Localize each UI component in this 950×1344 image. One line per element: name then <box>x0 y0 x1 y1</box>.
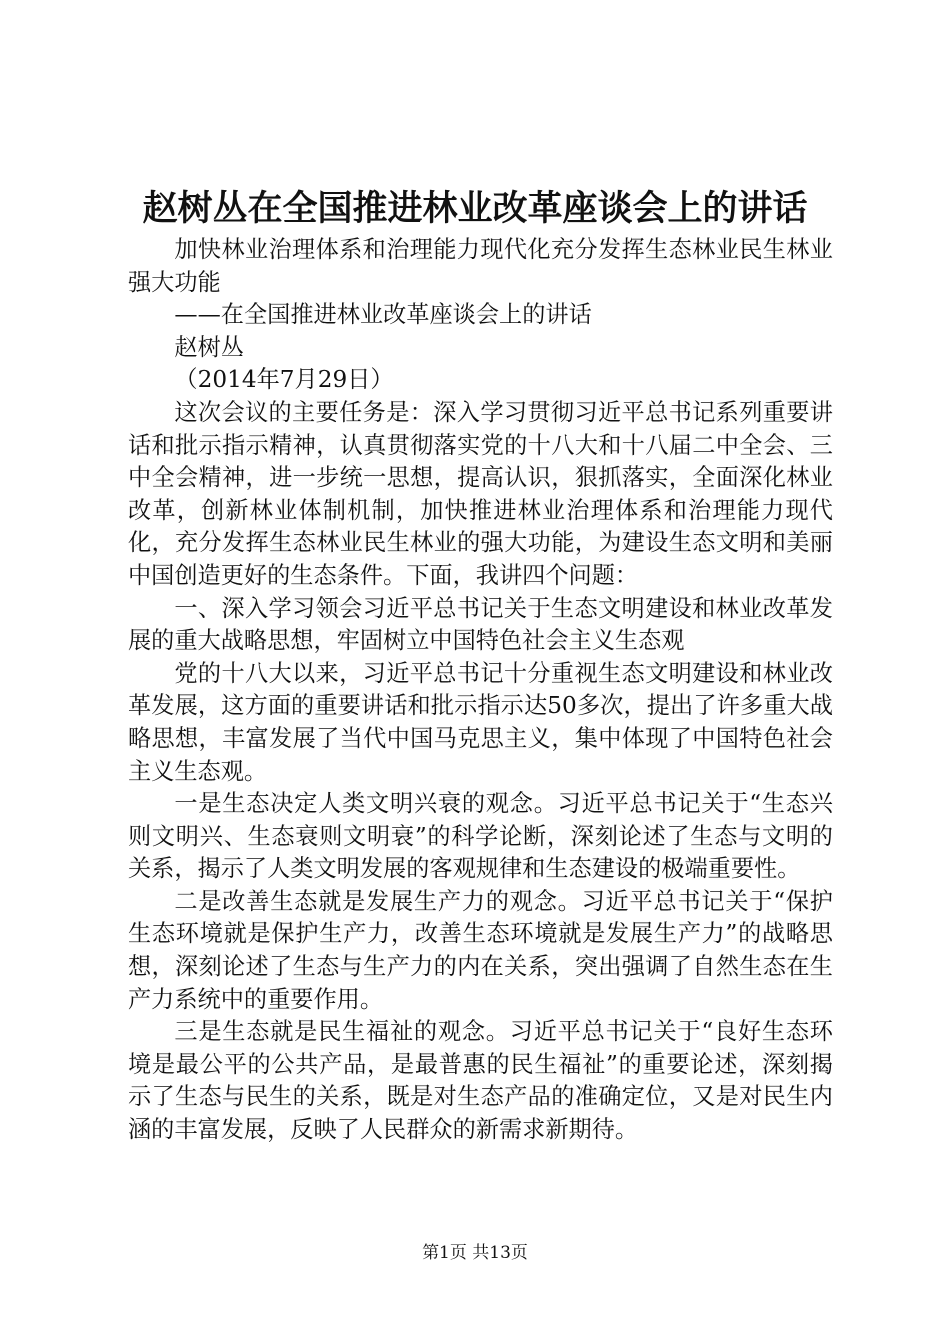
document-title: 赵树丛在全国推进林业改革座谈会上的讲话 <box>142 188 808 229</box>
author-name: 赵树丛 <box>174 333 244 361</box>
document-body <box>128 234 833 1147</box>
body-paragraph: 党的十八大以来，习近平总书记十分重视生态文明建设和林业改革发展，这方面的重要讲话和批示指示达50多次，提出了许多重大战略思想，丰富发展了当代中国马克思主义，集中体现了中国特色社会主义生态观。 <box>128 659 833 785</box>
subtitle-speech-line: ——在全国推进林业改革座谈会上的讲话 <box>174 301 592 329</box>
body-paragraph: 二是改善生态就是发展生产力的观念。习近平总书记关于“保护生态环境就是保护生产力，改善生态环境就是发展生产力”的战略思想，深刻论述了生态与生产力的内在关系，突出强调了自然生态在生产力系统中的重要作用。 <box>128 887 833 1013</box>
speech-date: （2014年7月29日） <box>174 366 394 394</box>
body-paragraph: 这次会议的主要任务是：深入学习贯彻习近平总书记系列重要讲话和批示指示精神，认真贯彻落实党的十八大和十八届二中全会、三中全会精神，进一步统一思想，提高认识，狠抓落实，全面深化林业改革，创新林业体制机制，加快推进林业治理体系和治理能力现代化，充分发挥生态林业民生林业的强大功能，为建设生态文明和美丽中国创造更好的生态条件。下面，我讲四个问题： <box>128 398 833 589</box>
subtitle-paragraph: 加快林业治理体系和治理能力现代化充分发挥生态林业民生林业强大功能 <box>128 236 833 296</box>
body-paragraph: 一是生态决定人类文明兴衰的观念。习近平总书记关于“生态兴则文明兴、生态衰则文明衰”的科学论断，深刻论述了生态与文明的关系，揭示了人类文明发展的客观规律和生态建设的极端重要性。 <box>128 790 833 883</box>
body-paragraph: 三是生态就是民生福祉的观念。习近平总书记关于“良好生态环境是最公平的公共产品，是最普惠的民生福祉”的重要论述，深刻揭示了生态与民生的关系，既是对生态产品的准确定位，又是对民生内涵的丰富发展，反映了人民群众的新需求新期待。 <box>128 1018 833 1144</box>
page-number-footer: 第1页 共13页 <box>422 1243 528 1263</box>
section-heading: 一、深入学习领会习近平总书记关于生态文明建设和林业改革发展的重大战略思想，牢固树立中国特色社会主义生态观 <box>128 594 833 655</box>
